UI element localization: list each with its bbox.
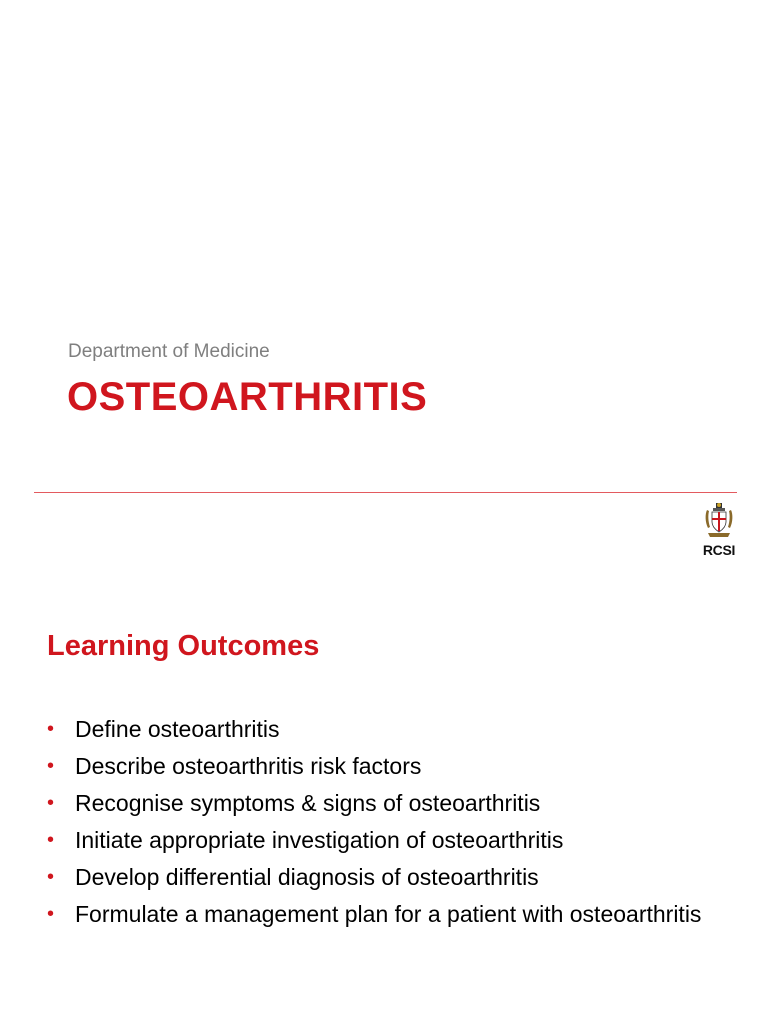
bullet-icon: •: [47, 755, 55, 777]
outcome-text: Recognise symptoms & signs of osteoarthritis: [75, 790, 541, 816]
bullet-icon: •: [47, 829, 55, 851]
outcome-text: Define osteoarthritis: [75, 716, 280, 742]
list-item: [47, 825, 737, 856]
learning-outcomes-list: [47, 714, 737, 936]
title-slide: [0, 0, 768, 492]
list-item: [47, 714, 737, 745]
outcome-text: Initiate appropriate investigation of osteoarthritis: [75, 827, 564, 853]
outcome-text: Describe osteoarthritis risk factors: [75, 753, 422, 779]
bullet-icon: •: [47, 866, 55, 888]
list-item: [47, 862, 737, 893]
bullet-icon: •: [47, 718, 55, 740]
logo-text: RCSI: [702, 542, 736, 558]
rcsi-logo: [697, 502, 741, 564]
presentation-title: OSTEOARTHRITIS: [67, 375, 428, 419]
department-label: Department of Medicine: [68, 341, 270, 362]
list-item: [47, 899, 737, 930]
bullet-icon: •: [47, 903, 55, 925]
outcome-text: Formulate a management plan for a patient with osteoarthritis: [75, 901, 702, 927]
outcome-text: Develop differential diagnosis of osteoarthritis: [75, 864, 539, 890]
section-heading: Learning Outcomes: [47, 630, 320, 662]
list-item: [47, 788, 737, 819]
bullet-icon: •: [47, 792, 55, 814]
rcsi-crest-icon: [703, 502, 735, 540]
list-item: [47, 751, 737, 782]
